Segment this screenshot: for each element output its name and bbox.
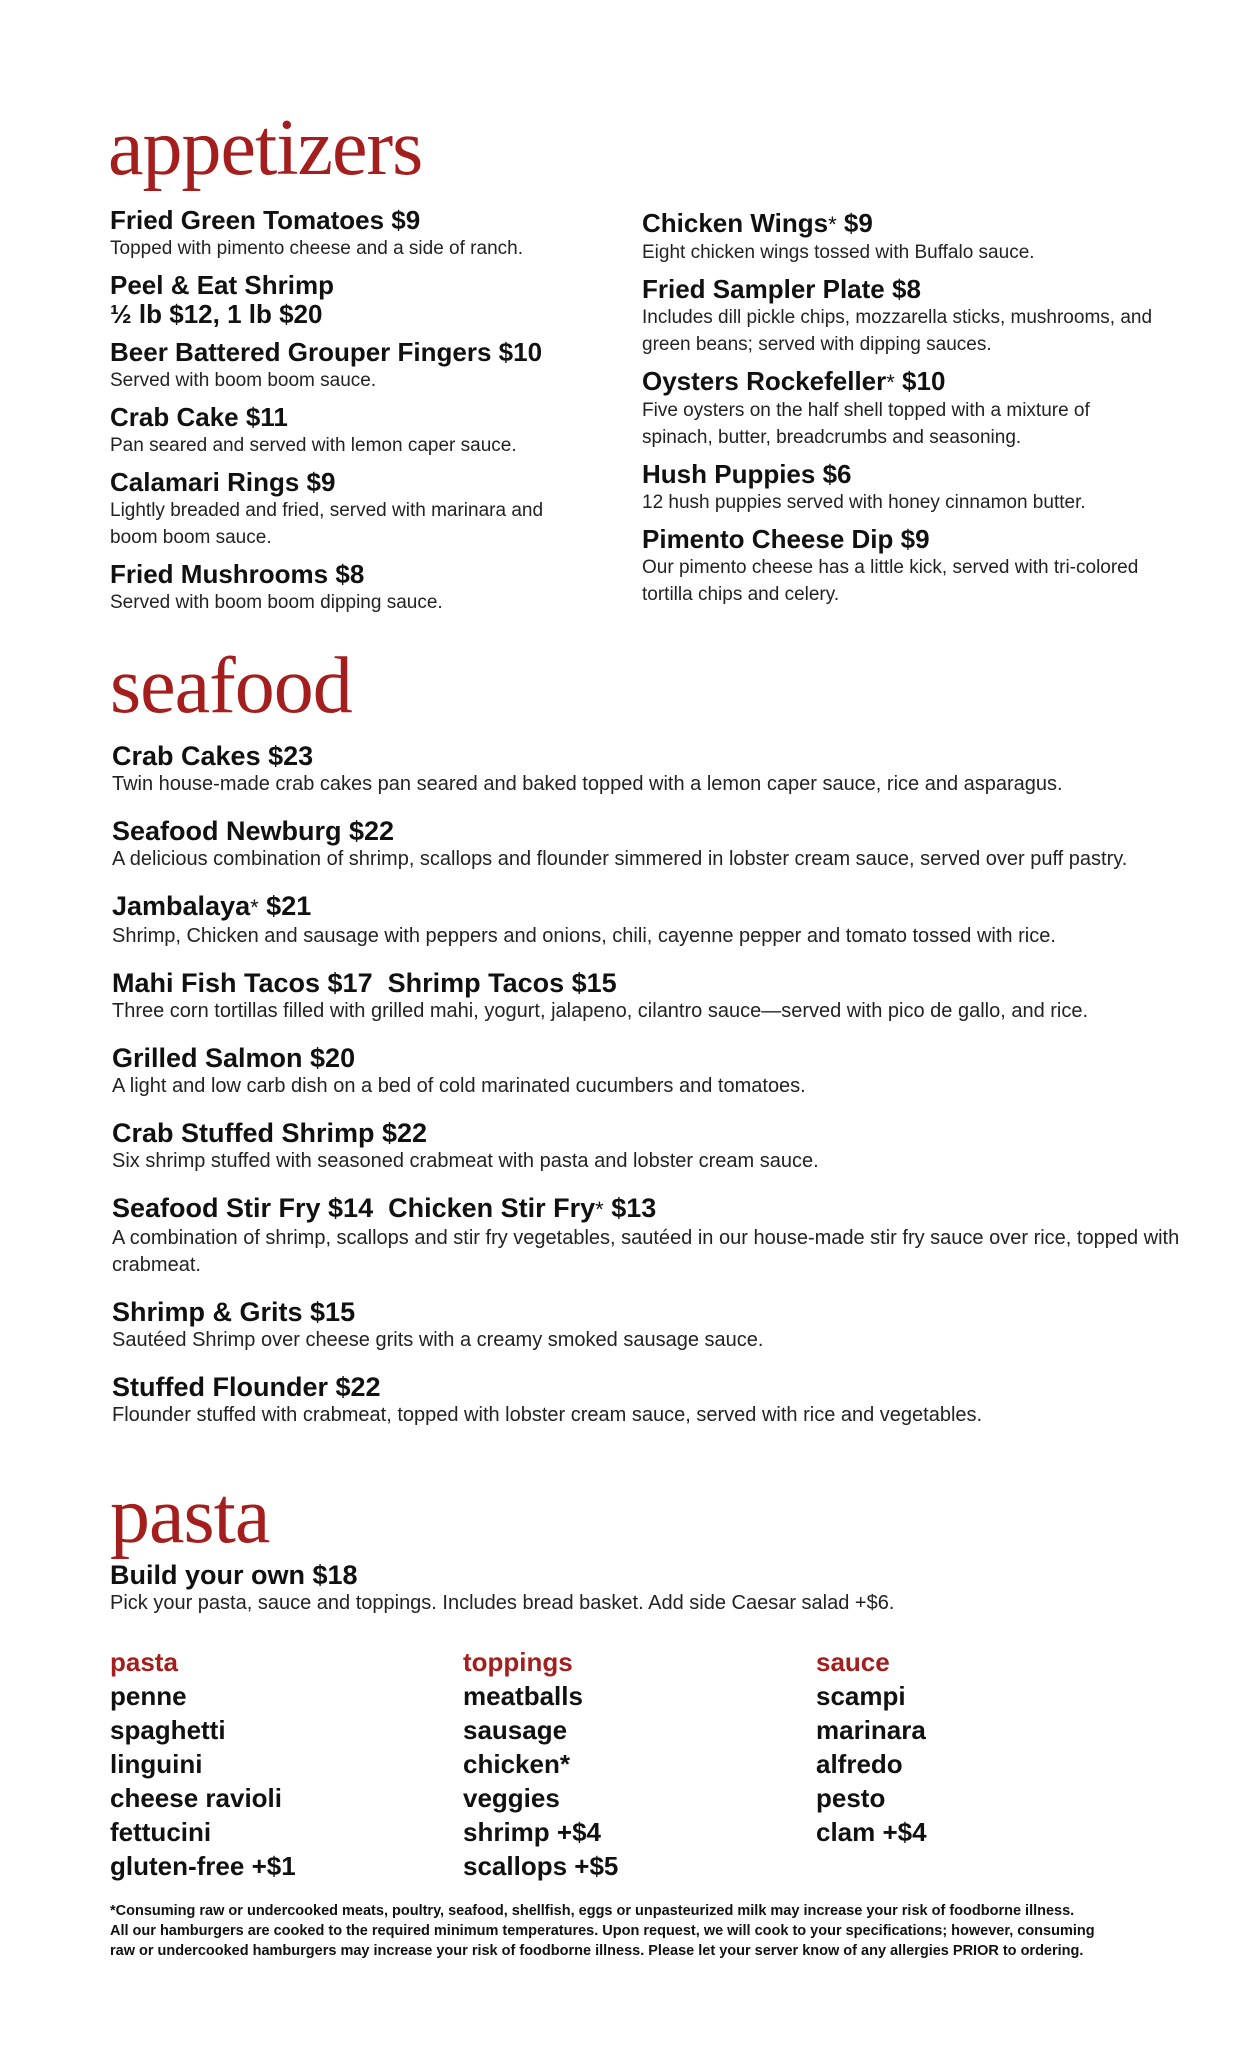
item-description: A combination of shrimp, scallops and stir fry vegetables, sautéed in our house-made stir fry sauce over rice, topped with crabmeat. [112,1227,1180,1276]
item-name: Peel & Eat Shrimp [110,270,334,300]
raw-warning-asterisk: * [886,370,895,395]
raw-warning-asterisk: * [595,1197,604,1222]
option-item: gluten-free +$1 [110,1851,296,1881]
item-name [642,209,1162,239]
pasta-build-your-own [110,1560,1190,1617]
item-name-text: Seafood Stir Fry $14 Chicken Stir Fry [112,1193,596,1223]
menu-item [112,968,1192,1025]
item-price: $13 [603,1193,657,1223]
item-name [112,891,1192,923]
option-heading: pasta [110,1647,178,1677]
option-item: linguini [110,1749,203,1779]
option-item: clam +$4 [816,1817,927,1847]
menu-item [110,468,580,551]
item-name: Beer Battered Grouper Fingers $10 [110,337,543,367]
menu-item [642,209,1162,266]
menu-item [112,1372,1192,1429]
menu-item [642,367,1162,451]
item-description: Pan seared and served with lemon caper sauce. [110,435,517,456]
item-description: Lightly breaded and fried, served with marinara and boom boom sauce. [110,500,544,548]
raw-warning-asterisk: * [250,895,259,920]
item-name: Fried Mushrooms $8 [110,559,365,589]
seafood-list [112,741,1192,1447]
item-description: Includes dill pickle chips, mozzarella sticks, mushrooms, and green beans; served with dipping sauces. [642,307,1153,355]
item-name [112,1193,1192,1225]
appetizers-left-column [110,206,580,625]
disclaimer-line: *Consuming raw or undercooked meats, poultry, seafood, shellfish, eggs or unpasteurized milk may increase your risk of foodborne illness. [110,1903,1075,1919]
item-name: Crab Cakes $23 [112,741,314,771]
option-item: spaghetti [110,1715,226,1745]
appetizers-right-column [642,209,1162,617]
option-item: marinara [816,1715,926,1745]
menu-item [112,1193,1192,1279]
option-item: alfredo [816,1749,903,1779]
menu-item [110,403,580,459]
option-item: shrimp +$4 [463,1817,602,1847]
menu-item [112,1297,1192,1354]
seafood-heading: seafood [110,642,352,730]
item-description: Sautéed Shrimp over cheese grits with a creamy smoked sausage sauce. [112,1329,764,1351]
option-item: pesto [816,1783,886,1813]
option-heading: sauce [816,1647,890,1677]
option-item: fettucini [110,1817,212,1847]
menu-item [112,1118,1192,1175]
option-item: veggies [463,1783,560,1813]
item-name: Build your own $18 [110,1560,358,1590]
option-item: scallops +$5 [463,1851,619,1881]
option-item: meatballs [463,1681,583,1711]
option-item: scampi [816,1681,906,1711]
item-description: Served with boom boom sauce. [110,370,377,391]
menu-item [112,741,1192,798]
item-price: $9 [836,208,873,238]
item-description: Flounder stuffed with crabmeat, topped with lobster cream sauce, served with rice and vegetables. [112,1404,983,1426]
menu-item [112,816,1192,873]
item-name: Grilled Salmon $20 [112,1043,356,1073]
item-description: Pick your pasta, sauce and toppings. Includes bread basket. Add side Caesar salad +$6. [110,1592,895,1614]
item-name: Hush Puppies $6 [642,459,852,489]
menu-item [110,271,580,329]
menu-item [642,275,1162,358]
pasta-options-column [110,1645,440,1883]
item-name [642,367,1162,397]
item-name-text: Oysters Rockefeller [642,366,887,396]
item-description: Twin house-made crab cakes pan seared and baked topped with a lemon caper sauce, rice and asparagus. [112,773,1063,795]
menu-item [112,1043,1192,1100]
option-heading: toppings [463,1647,573,1677]
menu-item [642,460,1162,516]
disclaimer-line: All our hamburgers are cooked to the required minimum temperatures. Upon request, we will cook to your specifications; however, consuming [110,1923,1095,1939]
disclaimer-line: raw or undercooked hamburgers may increase your risk of foodborne illness. Please let your server know of any allergies PRIOR to ordering. [110,1943,1084,1959]
sauce-options-column [816,1645,1146,1849]
item-name: Fried Sampler Plate $8 [642,274,921,304]
item-description: 12 hush puppies served with honey cinnamon butter. [642,492,1086,513]
item-name: Calamari Rings $9 [110,467,336,497]
item-description: Served with boom boom dipping sauce. [110,592,443,613]
item-description: Topped with pimento cheese and a side of ranch. [110,238,523,259]
item-name: Fried Green Tomatoes $9 [110,205,421,235]
item-description: Shrimp, Chicken and sausage with peppers and onions, chili, cayenne pepper and tomato tossed with rice. [112,925,1056,947]
allergy-disclaimer [110,1901,1140,1961]
item-name-text: Chicken Wings [642,208,829,238]
menu-item [110,206,580,262]
item-price: ½ lb $12, 1 lb $20 [110,299,323,329]
item-name: Shrimp & Grits $15 [112,1297,356,1327]
item-name: Crab Cake $11 [110,402,288,432]
menu-item [110,560,580,616]
option-item: penne [110,1681,187,1711]
item-description: A delicious combination of shrimp, scallops and flounder simmered in lobster cream sauce, served over puff pastry. [112,848,1128,870]
menu-item [110,338,580,394]
item-description: Five oysters on the half shell topped with a mixture of spinach, butter, breadcrumbs and seasoning. [642,400,1090,448]
item-name: Stuffed Flounder $22 [112,1372,381,1402]
item-description: Our pimento cheese has a little kick, served with tri-colored tortilla chips and celery. [642,557,1139,605]
item-description: Six shrimp stuffed with seasoned crabmeat with pasta and lobster cream sauce. [112,1150,819,1172]
item-price: $21 [258,891,312,921]
item-name: Mahi Fish Tacos $17 Shrimp Tacos $15 [112,968,617,998]
item-price: $10 [894,366,946,396]
item-description: A light and low carb dish on a bed of cold marinated cucumbers and tomatoes. [112,1075,806,1097]
item-description: Eight chicken wings tossed with Buffalo sauce. [642,242,1035,263]
item-name: Crab Stuffed Shrimp $22 [112,1118,428,1148]
option-item: sausage [463,1715,568,1745]
pasta-heading: pasta [110,1472,270,1560]
toppings-options-column [463,1645,793,1883]
menu-item [642,525,1162,608]
item-description: Three corn tortillas filled with grilled mahi, yogurt, jalapeno, cilantro sauce—served with pico de gallo, and rice. [112,1000,1089,1022]
raw-warning-asterisk: * [828,212,837,237]
option-item: chicken* [463,1749,570,1779]
item-name: Pimento Cheese Dip $9 [642,524,930,554]
appetizers-heading: appetizers [108,104,423,192]
option-item: cheese ravioli [110,1783,282,1813]
menu-item [112,891,1192,950]
item-name: Seafood Newburg $22 [112,816,395,846]
item-name-text: Jambalaya [112,891,251,921]
